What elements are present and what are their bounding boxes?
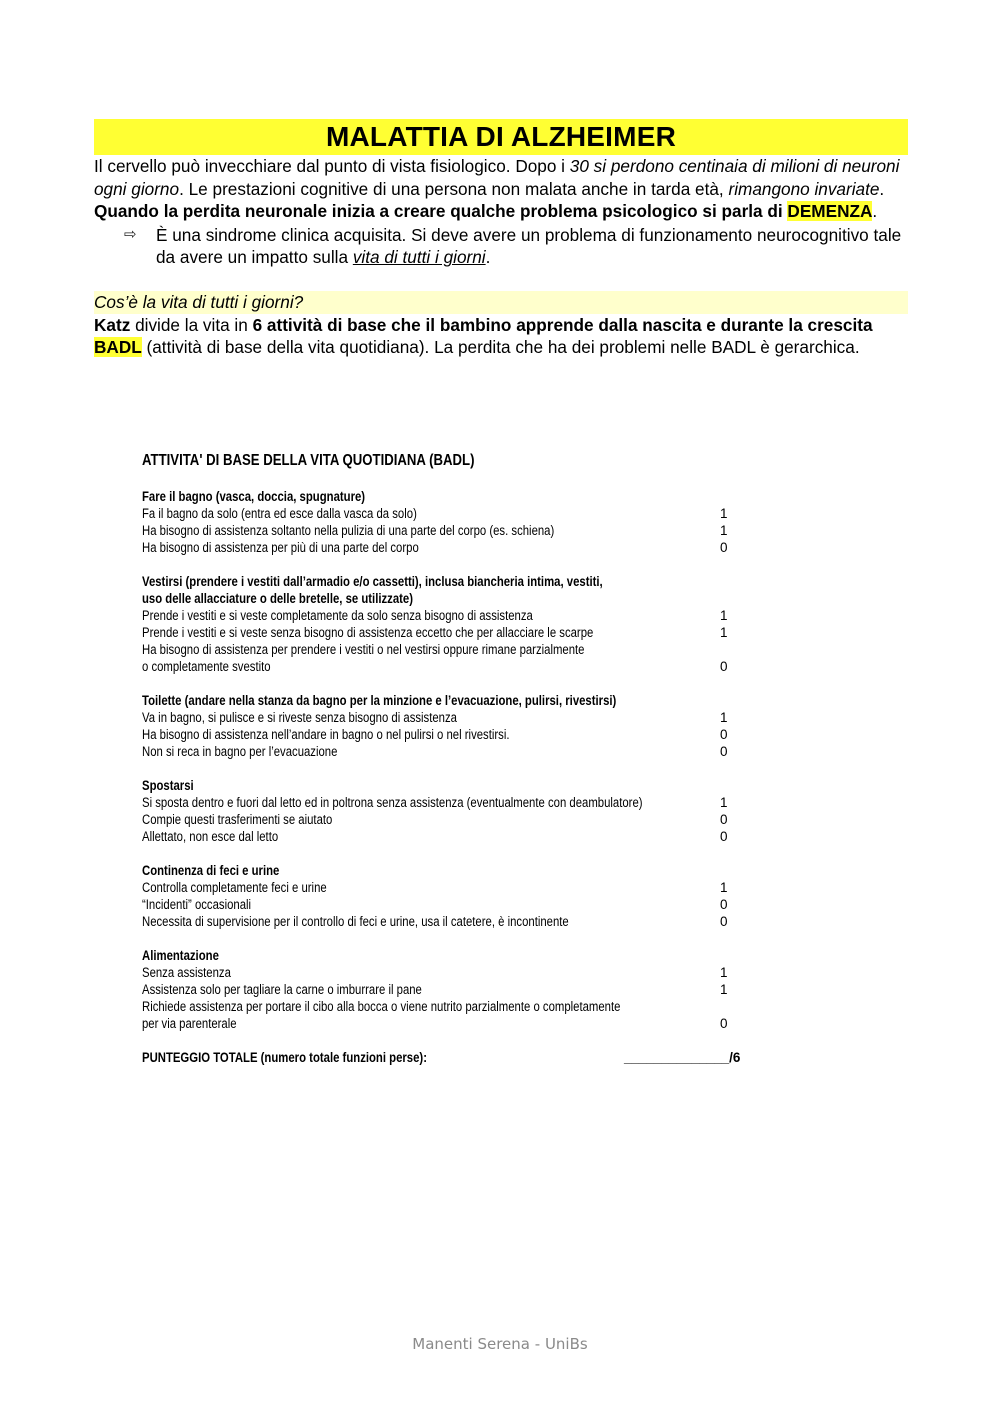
row-text: Necessita di supervisione per il controllo di feci e urine, usa il catetere, è incontinente	[142, 914, 569, 929]
section-heading-text: Alimentazione	[142, 948, 219, 963]
section-heading	[142, 777, 742, 794]
question-heading: Cos’è la vita di tutti i giorni?	[94, 291, 908, 314]
intro-paragraph	[94, 155, 908, 200]
table-row	[142, 709, 742, 726]
section-heading	[142, 488, 742, 505]
katz-rest: (attività di base della vita quotidiana). La perdita che ha dei problemi nelle BADL è gerarchica.	[141, 337, 860, 358]
row-score: 0	[720, 914, 728, 929]
intro-text-3: .	[879, 178, 885, 199]
section-heading	[142, 692, 742, 709]
intro-text-2: . Le prestazioni cognitive di una persona non malata anche in tarda età,	[179, 178, 729, 199]
dementia-text: Quando la perdita neuronale inizia a creare qualche problema psicologico si parla di	[94, 201, 788, 222]
table-row	[142, 539, 742, 556]
table-row	[142, 981, 742, 998]
row-score: 1	[720, 506, 728, 521]
table-title: ATTIVITA' DI BASE DELLA VITA QUOTIDIANA (BADL)	[142, 452, 475, 469]
row-text: Assistenza solo per tagliare la carne o imburrare il pane	[142, 982, 422, 997]
section-heading-text: Spostarsi	[142, 778, 194, 793]
section-heading-text: Fare il bagno (vasca, doccia, spugnature)	[142, 489, 366, 504]
table-row	[142, 998, 742, 1015]
row-text: o completamente svestito	[142, 659, 271, 674]
table-row	[142, 913, 742, 930]
row-score: 1	[720, 710, 728, 725]
table-row	[142, 964, 742, 981]
row-text: per via parenterale	[142, 1016, 237, 1031]
total-label: PUNTEGGIO TOTALE (numero totale funzioni perse):	[142, 1050, 427, 1065]
row-text: Compie questi trasferimenti se aiutato	[142, 812, 333, 827]
table-row	[142, 896, 742, 913]
table-row	[142, 879, 742, 896]
row-score: 1	[720, 880, 728, 895]
table-row	[142, 624, 742, 641]
table-row	[142, 1015, 742, 1032]
row-text: Richiede assistenza per portare il cibo alla bocca o viene nutrito parzialmente o completamente	[142, 999, 621, 1014]
row-text: Prende i vestiti e si veste completamente da solo senza bisogno di assistenza	[142, 608, 533, 623]
row-score: 0	[720, 540, 728, 555]
row-text: Controlla completamente feci e urine	[142, 880, 327, 895]
row-score: 1	[720, 795, 728, 810]
row-score: 0	[720, 812, 728, 827]
dementia-paragraph	[94, 200, 908, 223]
section-heading	[142, 862, 742, 879]
page-footer: Manenti Serena - UniBs	[412, 1335, 588, 1353]
row-score: 0	[720, 829, 728, 844]
document-page	[94, 119, 908, 359]
table-row	[142, 726, 742, 743]
section-heading	[142, 590, 742, 607]
row-text: “Incidenti” occasionali	[142, 897, 252, 912]
table-row	[142, 658, 742, 675]
total-row	[142, 1049, 742, 1066]
arrow-icon: ⇨	[124, 225, 137, 243]
row-text: Ha bisogno di assistenza per prendere i vestiti o nel vestirsi oppure rimane parzialmente	[142, 642, 585, 657]
bullet-text: È una sindrome clinica acquisita. Si deve avere un problema di funzionamento neurocognitivo tale da avere un impatto sulla	[156, 224, 902, 268]
total-blank: ______________/6	[624, 1050, 741, 1065]
section-heading-text: Continenza di feci e urine	[142, 863, 280, 878]
row-score: 0	[720, 744, 728, 759]
table-row	[142, 828, 742, 845]
intro-italic-2: rimangono invariate	[728, 178, 880, 199]
row-text: Non si reca in bagno per l’evacuazione	[142, 744, 338, 759]
row-text: Fa il bagno da solo (entra ed esce dalla vasca da solo)	[142, 506, 417, 521]
bullet-underlined: vita di tutti i giorni	[352, 247, 486, 268]
row-text: Va in bagno, si pulisce e si riveste senza bisogno di assistenza	[142, 710, 457, 725]
badl-highlight: BADL	[94, 337, 142, 358]
katz-name: Katz	[94, 314, 131, 335]
table-row	[142, 743, 742, 760]
row-text: Prende i vestiti e si veste senza bisogno di assistenza eccetto che per allacciare le scarpe	[142, 625, 594, 640]
table-row	[142, 505, 742, 522]
bullet-item	[94, 224, 908, 269]
table-row	[142, 641, 742, 658]
table-row	[142, 522, 742, 539]
page-title: MALATTIA DI ALZHEIMER	[94, 119, 908, 155]
row-text: Ha bisogno di assistenza nell’andare in bagno o nel pulirsi o nel rivestirsi.	[142, 727, 510, 742]
table-row	[142, 794, 742, 811]
section-heading	[142, 947, 742, 964]
intro-italic-1: 30 si perdono centinaia di milioni di neuroni ogni giorno	[94, 156, 900, 199]
section-heading-text: uso delle allacciature o delle bretelle, se utilizzate)	[142, 591, 414, 606]
row-score: 0	[720, 897, 728, 912]
katz-text: divide la vita in	[130, 314, 253, 335]
dementia-period: .	[872, 201, 878, 222]
row-text: Si sposta dentro e fuori dal letto ed in poltrona senza assistenza (eventualmente con deambulatore)	[142, 795, 643, 810]
dementia-highlight: DEMENZA	[787, 201, 873, 222]
table-row	[142, 607, 742, 624]
bullet-period: .	[485, 247, 491, 268]
section-heading-text: Vestirsi (prendere i vestiti dall’armadio e/o cassetti), inclusa biancheria intima, vestiti,	[142, 574, 603, 589]
katz-paragraph	[94, 314, 908, 359]
row-score: 1	[720, 523, 728, 538]
row-score: 1	[720, 608, 728, 623]
intro-text: Il cervello può invecchiare dal punto di vista fisiologico. Dopo i	[94, 156, 570, 176]
row-score: 0	[720, 659, 728, 674]
section-heading	[142, 573, 742, 590]
row-score: 1	[720, 965, 728, 980]
row-text: Senza assistenza	[142, 965, 231, 980]
row-text: Ha bisogno di assistenza per più di una parte del corpo	[142, 540, 419, 555]
row-score: 0	[720, 727, 728, 742]
row-score: 1	[720, 625, 728, 640]
row-text: Allettato, non esce dal letto	[142, 829, 279, 844]
row-score: 1	[720, 982, 728, 997]
table-row	[142, 811, 742, 828]
row-text: Ha bisogno di assistenza soltanto nella pulizia di una parte del corpo (es. schiena)	[142, 523, 555, 538]
table-sections	[142, 488, 742, 1032]
katz-bold: 6 attività di base che il bambino apprende dalla nascita e durante la crescita	[252, 314, 873, 335]
row-score: 0	[720, 1016, 728, 1031]
badl-table	[142, 452, 742, 1066]
section-heading-text: Toilette (andare nella stanza da bagno per la minzione e l’evacuazione, pulirsi, rivestirsi)	[142, 693, 617, 708]
